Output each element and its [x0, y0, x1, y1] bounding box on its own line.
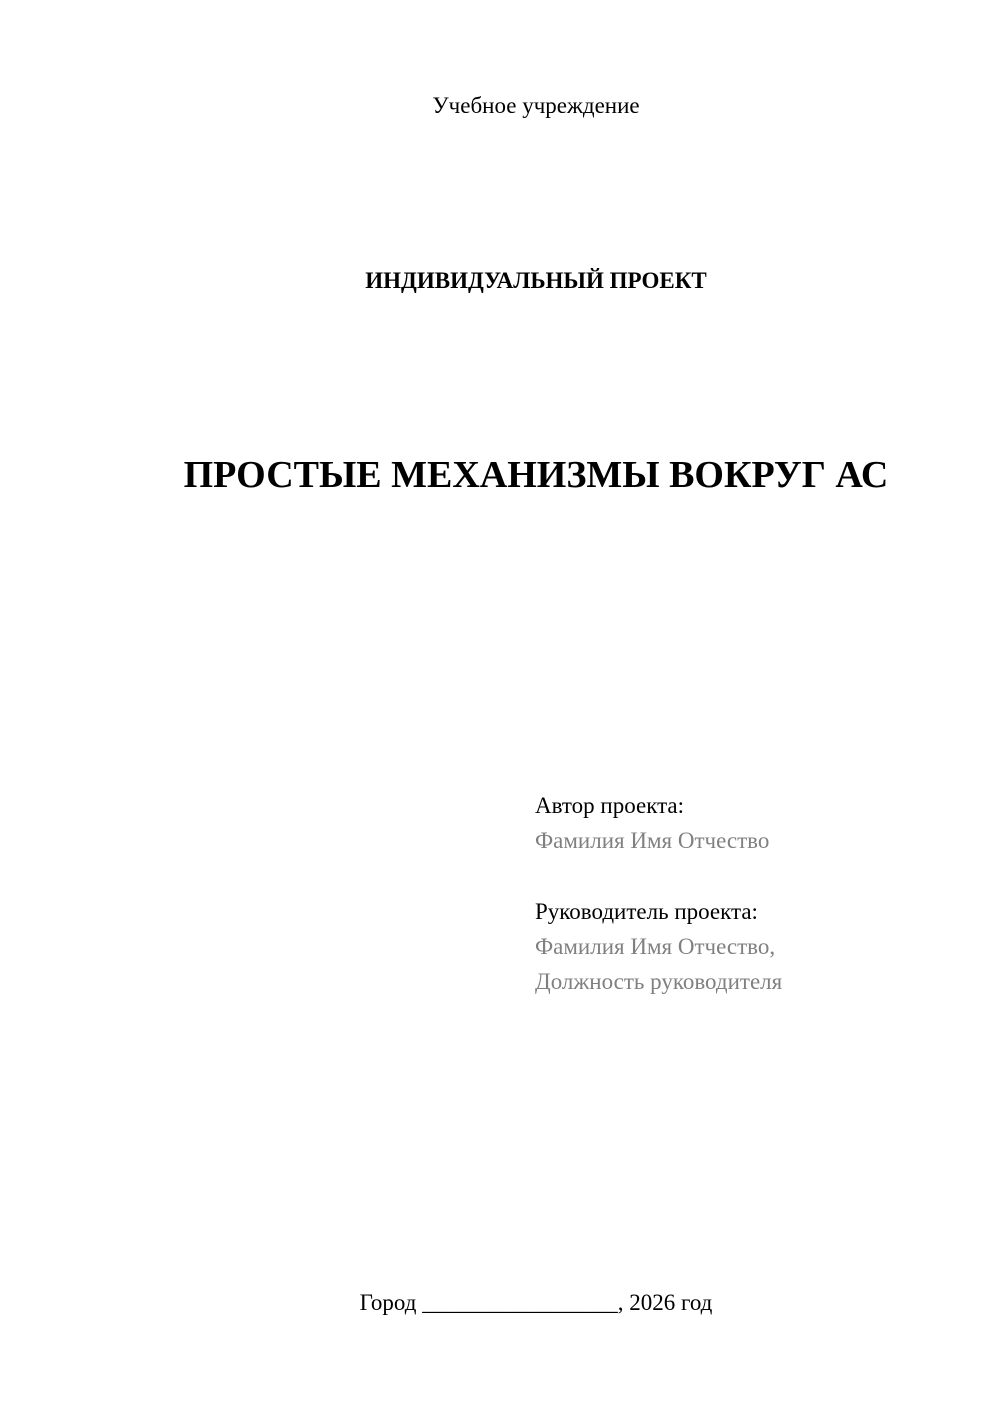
spacer: [535, 858, 975, 894]
author-name: Фамилия Имя Отчество: [535, 828, 770, 853]
supervisor-label: Руководитель проекта:: [535, 899, 758, 924]
institution-name: Учебное учреждение: [432, 93, 640, 118]
supervisor-name: Фамилия Имя Отчество,: [535, 934, 776, 959]
project-people-block: [535, 788, 975, 999]
city-year-line: Город _________________, 2026 год: [359, 1290, 713, 1315]
project-kind-heading: ИНДИВИДУАЛЬНЫЙ ПРОЕКТ: [365, 268, 707, 293]
project-title: ПРОСТЫЕ МЕХАНИЗМЫ ВОКРУГ АС: [183, 454, 889, 496]
supervisor-position: Должность руководителя: [535, 969, 783, 994]
author-label: Автор проекта:: [535, 793, 684, 818]
